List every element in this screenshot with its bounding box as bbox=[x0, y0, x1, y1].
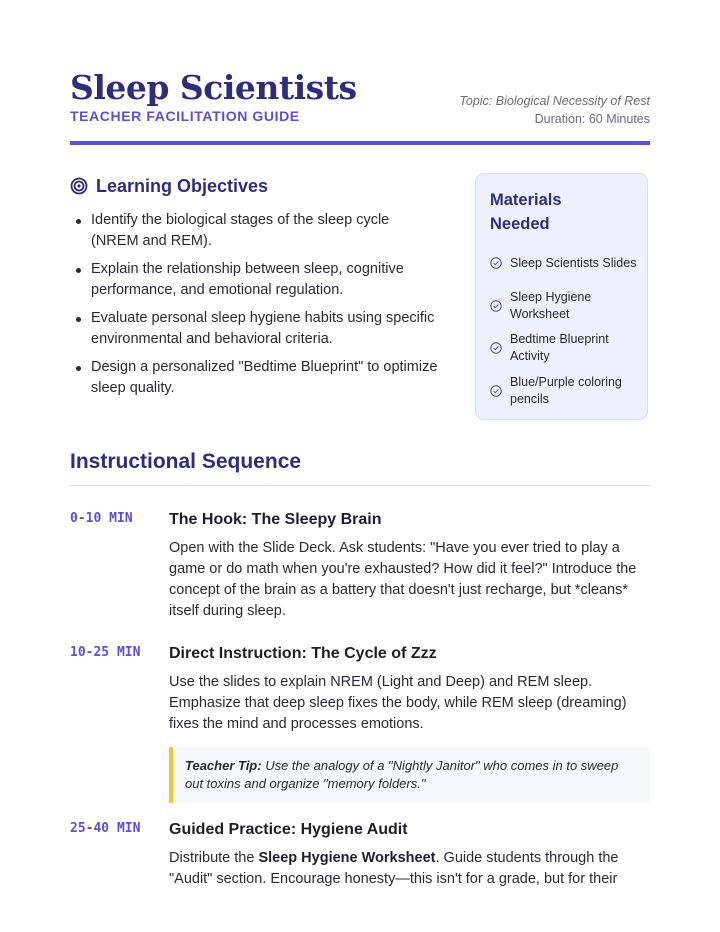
header-divider bbox=[70, 141, 650, 145]
material-item bbox=[490, 331, 640, 365]
topic-text: Topic: Biological Necessity of Rest bbox=[459, 94, 650, 108]
step-title: Direct Instruction: The Cycle of Zzz bbox=[169, 645, 437, 662]
step-time: 25-40 MIN bbox=[70, 821, 141, 836]
check-circle-icon bbox=[490, 257, 502, 269]
material-label: Sleep Scientists Slides bbox=[510, 255, 637, 270]
material-item bbox=[490, 374, 640, 408]
objectives-heading-label: Learning Objectives bbox=[96, 175, 269, 196]
worksheet-name: Sleep Hygiene Worksheet bbox=[258, 850, 436, 866]
step-body bbox=[169, 644, 650, 803]
objective-item: Evaluate personal sleep hygiene habits using specific environmental and behavioral criteria. bbox=[70, 308, 440, 350]
check-circle-icon bbox=[490, 385, 502, 397]
duration-text: Duration: 60 Minutes bbox=[534, 112, 650, 126]
objectives-list bbox=[70, 210, 440, 406]
check-circle-icon bbox=[490, 300, 502, 312]
material-label: Sleep Hygiene Worksheet bbox=[510, 289, 592, 321]
sequence-divider bbox=[70, 485, 650, 486]
material-item bbox=[490, 246, 640, 280]
material-item bbox=[490, 289, 640, 323]
objective-item: Design a personalized "Bedtime Blueprint" to optimize sleep quality. bbox=[70, 357, 440, 399]
sequence-heading: Instructional Sequence bbox=[70, 450, 302, 473]
material-label: Blue/Purple coloring pencils bbox=[510, 374, 622, 406]
teacher-tip-text: Use the analogy of a "Nightly Janitor" who comes in to sweep out toxins and organize "memory folders." bbox=[185, 758, 619, 791]
header bbox=[70, 68, 650, 146]
material-label: Bedtime Blueprint Activity bbox=[510, 332, 609, 363]
step-title: The Hook: The Sleepy Brain bbox=[169, 511, 382, 528]
teacher-tip bbox=[169, 747, 650, 803]
step-text-part: Distribute the bbox=[169, 850, 259, 866]
step-time: 0-10 MIN bbox=[70, 511, 133, 526]
page-subtitle: TEACHER FACILITATION GUIDE bbox=[70, 108, 300, 124]
step-title: Guided Practice: Hygiene Audit bbox=[169, 821, 408, 838]
step-body bbox=[169, 820, 650, 890]
step-body bbox=[169, 510, 650, 622]
objective-item: Explain the relationship between sleep, cognitive performance, and emotional regulation. bbox=[70, 259, 440, 301]
check-circle-icon bbox=[490, 342, 502, 354]
lesson-meta bbox=[459, 92, 650, 128]
page-title: Sleep Scientists bbox=[70, 68, 357, 107]
step-text-part: . Guide students through the "Audit" section. Encourage honesty—this isn't for a grade, but for their bbox=[169, 850, 619, 887]
step-text: Use the slides to explain NREM (Light and Deep) and REM sleep. Emphasize that deep sleep fixes the body, while REM sleep (dreaming) fixes the mind and processes emotions. bbox=[169, 674, 627, 732]
target-icon bbox=[70, 177, 88, 195]
materials-heading: Materials Needed bbox=[490, 191, 562, 233]
step-text bbox=[169, 848, 650, 890]
materials-box bbox=[475, 173, 648, 420]
teacher-tip-label: Teacher Tip: bbox=[185, 758, 262, 773]
objectives-heading bbox=[70, 174, 268, 198]
materials-list bbox=[490, 246, 640, 416]
step-time: 10-25 MIN bbox=[70, 645, 141, 660]
objective-item: Identify the biological stages of the sleep cycle (NREM and REM). bbox=[70, 210, 440, 252]
step-text: Open with the Slide Deck. Ask students: "Have you ever tried to play a game or do math when you're exhausted? How did it feel?" Introduce the concept of the brain as a battery that doesn't just recharge, but *cleans* itself during sleep. bbox=[169, 540, 637, 619]
